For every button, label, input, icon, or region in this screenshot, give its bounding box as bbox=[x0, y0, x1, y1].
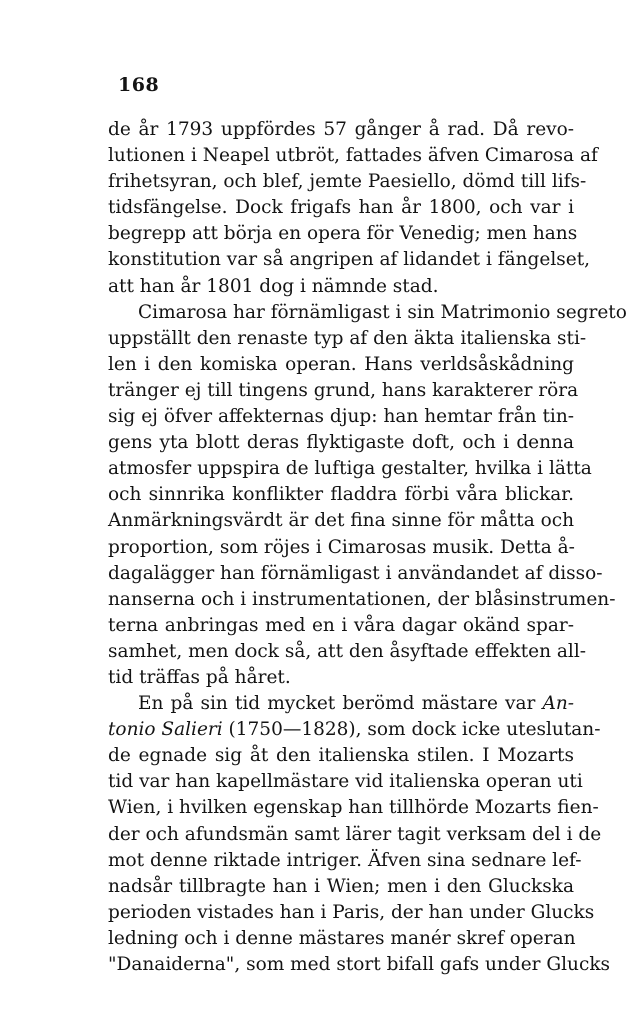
text-line: mot denne riktade intriger. Äfven sina sednare lef- bbox=[108, 849, 582, 871]
text-line: begrepp att börja en opera för Venedig; men hans bbox=[108, 223, 578, 245]
text-line: terna anbringas med en i våra dagar okänd spar- bbox=[108, 614, 574, 636]
text-line: proportion, som röjes i Cimarosas musik. Detta å- bbox=[108, 536, 575, 558]
text-line: nanserna och i instrumentationen, der blåsinstrumen- bbox=[108, 588, 616, 610]
text-line: uppställt den renaste typ af den äkta italienska sti- bbox=[108, 327, 587, 349]
text-line: samhet, men dock så, att den åsyftade effekten all- bbox=[108, 640, 586, 662]
italic-name: tonio Salieri bbox=[108, 719, 223, 741]
text-line: att han år 1801 dog i nämnde stad. bbox=[108, 275, 439, 297]
text-line: Wien, i hvilken egenskap han tillhörde Mozarts fien- bbox=[108, 797, 599, 819]
text-run: En på sin tid mycket berömd mästare var bbox=[138, 693, 543, 715]
text-run: (1750—1828), som dock icke uteslutan- bbox=[222, 719, 601, 741]
text-line: Cimarosa har förnämligast i sin Matrimonio segreto bbox=[138, 301, 627, 323]
text-line: tid var han kapellmästare vid italienska operan uti bbox=[108, 771, 583, 793]
text-line: frihetsyran, och blef, jemte Paesiello, dömd till lifs- bbox=[108, 171, 587, 193]
text-line: tid träffas på håret. bbox=[108, 666, 291, 688]
text-line: len i den komiska operan. Hans verldsåskådning bbox=[108, 353, 574, 375]
body-text bbox=[108, 117, 627, 978]
text-line: tidsfängelse. Dock frigafs han år 1800, och var i bbox=[108, 197, 574, 219]
text-line: nadsår tillbragte han i Wien; men i den Gluckska bbox=[108, 875, 574, 897]
text-line: konstitution var så angripen af lidandet i fängelset, bbox=[108, 249, 591, 271]
text-line: der och afundsmän samt lärer tagit verksam del i de bbox=[108, 823, 602, 845]
page-number: 168 bbox=[118, 74, 160, 96]
italic-name: An- bbox=[542, 693, 574, 715]
text-line: de år 1793 uppfördes 57 gånger å rad. Då revo- bbox=[108, 119, 574, 140]
text-line: Anmärkningsvärdt är det fina sinne för måtta och bbox=[108, 510, 575, 532]
text-line: perioden vistades han i Paris, der han under Glucks bbox=[108, 901, 595, 923]
text-line: "Danaiderna", som med stort bifall gafs under Glucks bbox=[108, 954, 611, 975]
text-line: dagalägger han förnämligast i användandet af disso- bbox=[108, 562, 603, 584]
text-line: sig ej öfver affekternas djup: han hemtar från tin- bbox=[108, 406, 574, 428]
text-line: och sinnrika konflikter fladdra förbi våra blickar. bbox=[108, 484, 574, 506]
text-line: ledning och i denne mästares manér skref operan bbox=[108, 927, 576, 949]
text-line bbox=[108, 691, 574, 717]
text-line: atmosfer uppspira de luftiga gestalter, hvilka i lätta bbox=[108, 458, 592, 480]
text-line: de egnade sig åt den italienska stilen. I Mozarts bbox=[108, 745, 574, 767]
text-line bbox=[108, 717, 601, 743]
text-line: tränger ej till tingens grund, hans karakterer röra bbox=[108, 379, 579, 401]
text-line: lutionen i Neapel utbröt, fattades äfven Cimarosa af bbox=[108, 145, 598, 167]
text-line: gens yta blott deras flyktigaste doft, och i denna bbox=[108, 432, 574, 454]
